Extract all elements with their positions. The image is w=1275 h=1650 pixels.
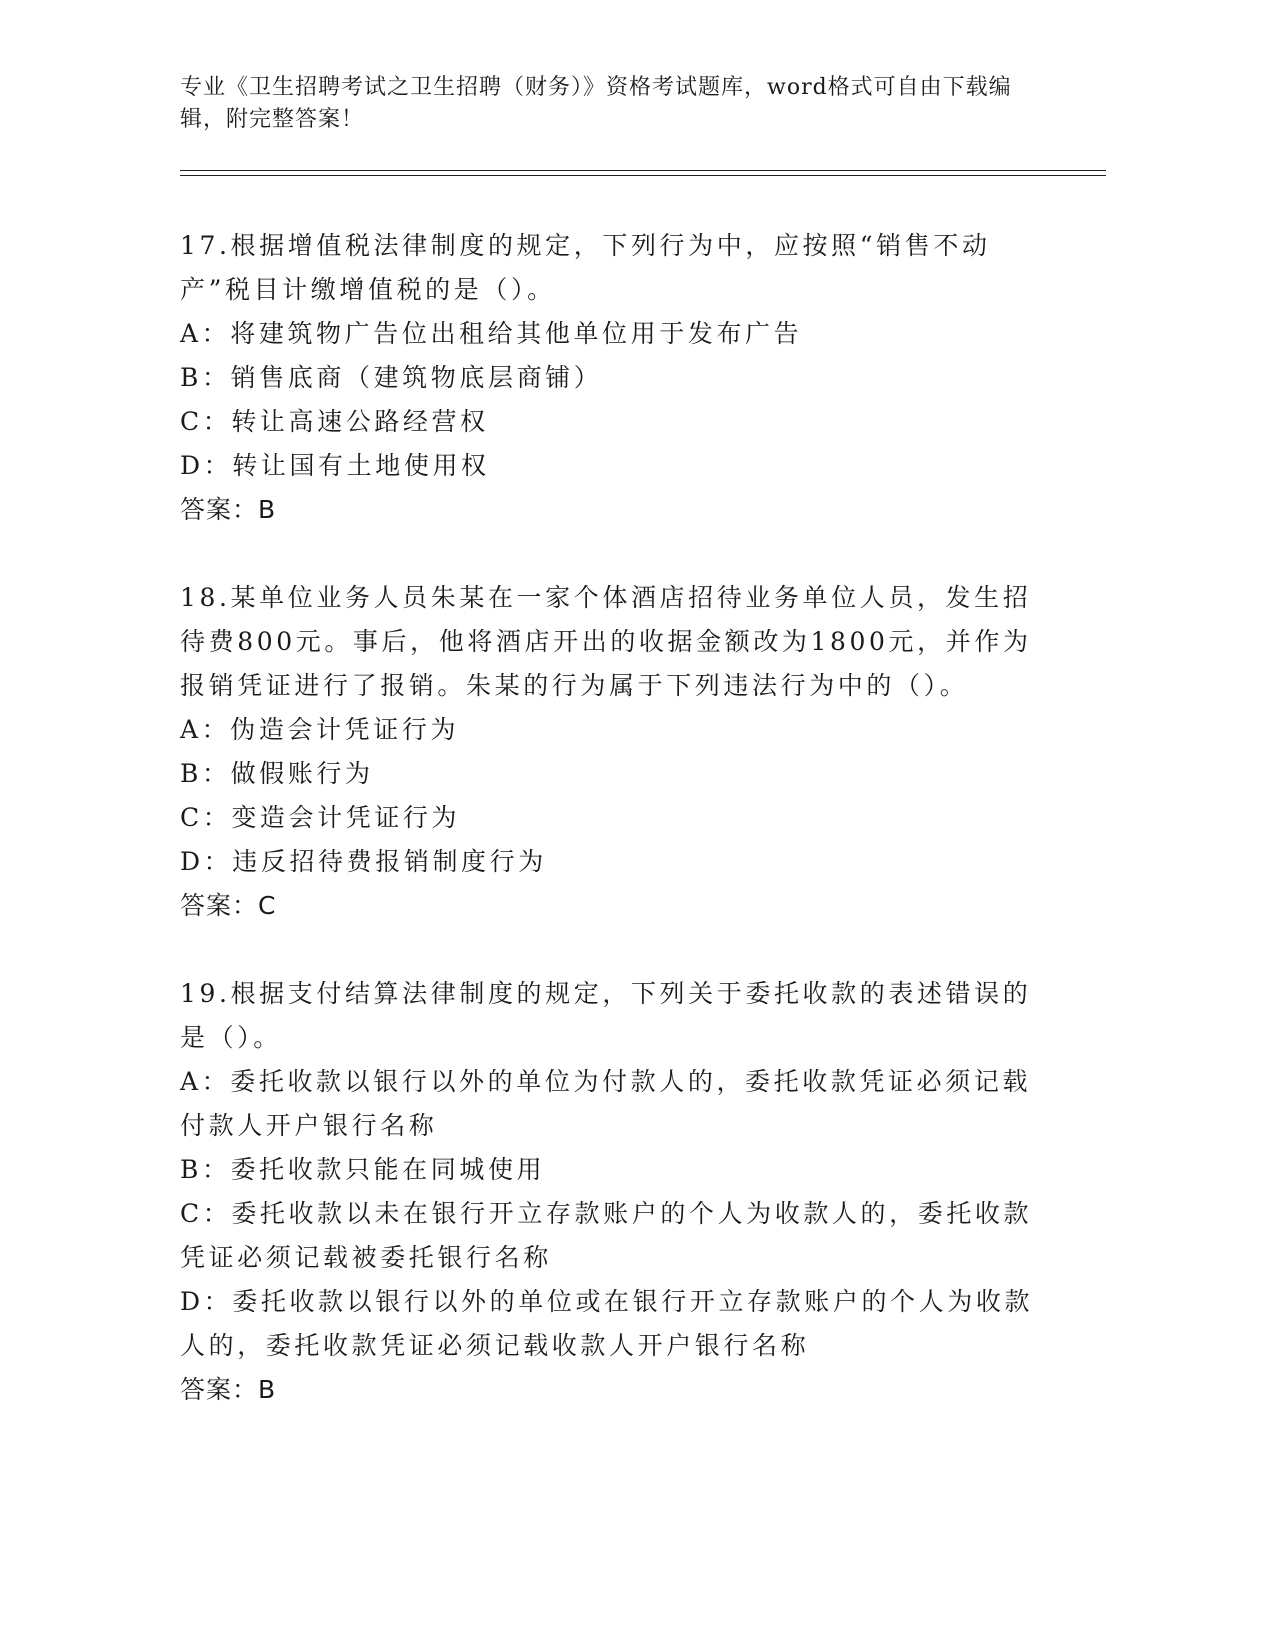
option-c: C：委托收款以未在银行开立存款账户的个人为收款人的，委托收款凭证必须记载被委托银行名称: [180, 1199, 1033, 1272]
question-stem: 17.根据增值税法律制度的规定，下列行为中，应按照“销售不动产”税目计缴增值税的是（）。: [180, 231, 991, 304]
option-d: D：委托收款以银行以外的单位或在银行开立存款账户的个人为收款人的，委托收款凭证必须记载收款人开户银行名称: [180, 1287, 1034, 1360]
option-c: C：变造会计凭证行为: [180, 803, 461, 832]
header-divider-bottom: [180, 175, 1106, 176]
header-divider-top: [180, 170, 1106, 171]
answer-label: 答案：C: [180, 891, 277, 920]
question-stem: 18.某单位业务人员朱某在一家个体酒店招待业务单位人员，发生招待费800元。事后，他将酒店开出的收据金额改为1800元，并作为报销凭证进行了报销。朱某的行为属于下列违法行为中的（）。: [180, 583, 1032, 700]
question-list: [180, 224, 1040, 1456]
question-19: [180, 972, 1040, 1412]
answer-label: 答案：B: [180, 1375, 277, 1404]
answer-label: 答案：B: [180, 495, 277, 524]
option-a: A：委托收款以银行以外的单位为付款人的，委托收款凭证必须记载付款人开户银行名称: [180, 1067, 1032, 1140]
question-17: [180, 224, 1040, 532]
document-header: 专业《卫生招聘考试之卫生招聘（财务）》资格考试题库，word格式可自由下载编辑，附完整答案！: [180, 75, 1012, 132]
option-b: B：销售底商（建筑物底层商铺）: [180, 363, 603, 392]
option-a: A：将建筑物广告位出租给其他单位用于发布广告: [180, 319, 803, 348]
option-b: B：做假账行为: [180, 759, 374, 788]
question-stem: 19.根据支付结算法律制度的规定，下列关于委托收款的表述错误的是（）。: [180, 979, 1032, 1052]
option-c: C：转让高速公路经营权: [180, 407, 489, 436]
question-18: [180, 576, 1040, 928]
option-a: A：伪造会计凭证行为: [180, 715, 460, 744]
option-b: B：委托收款只能在同城使用: [180, 1155, 546, 1184]
option-d: D：转让国有土地使用权: [180, 451, 490, 480]
option-d: D：违反招待费报销制度行为: [180, 847, 547, 876]
